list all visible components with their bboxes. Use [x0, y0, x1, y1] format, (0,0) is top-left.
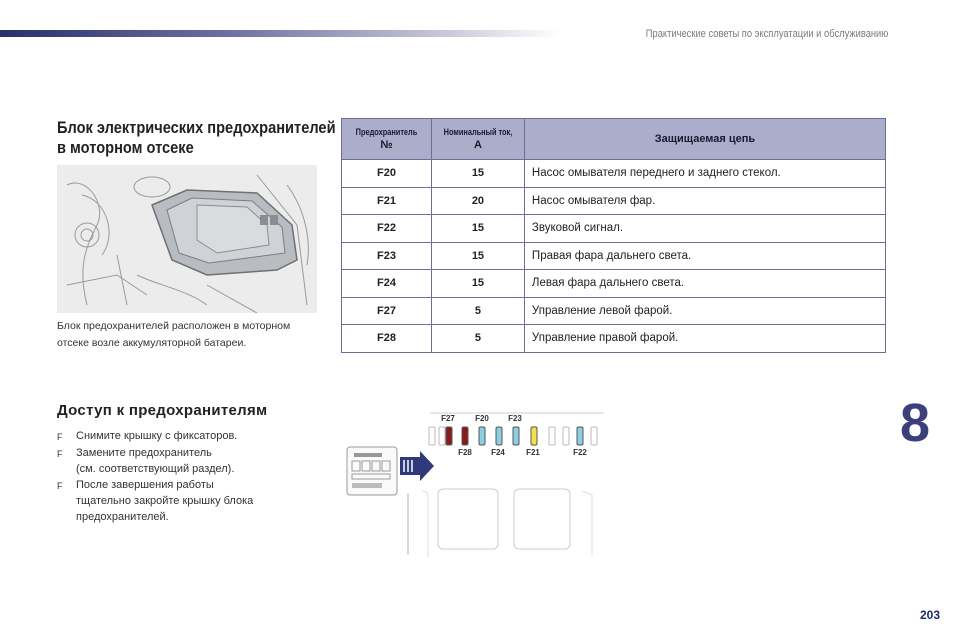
caption-line1: Блок предохранителей расположен в моторном: [57, 320, 291, 332]
fuse-amperage: 5: [431, 325, 524, 353]
chapter-number: 8: [900, 393, 931, 453]
fuse-number: F27: [342, 297, 432, 325]
caption-line2: отсеке возле аккумуляторной батареи.: [57, 337, 247, 349]
header-gradient-bar: [0, 30, 560, 37]
fuse-amperage: 5: [431, 297, 524, 325]
fuse-circuit: Правая фара дальнего света.: [524, 242, 885, 270]
fuse-circuit: Насос омывателя переднего и заднего стекол.: [524, 160, 885, 188]
table-row: [342, 215, 886, 243]
column-header-current: [431, 119, 524, 160]
label-f22: F22: [573, 448, 587, 457]
table-row: [342, 160, 886, 188]
column-header-current-label: Номинальный ток,: [443, 127, 513, 137]
table-row: [342, 242, 886, 270]
fuse-number: F24: [342, 270, 432, 298]
fuse-amperage: 15: [431, 160, 524, 188]
step-text-line: (см. соответствующий раздел).: [76, 463, 235, 475]
breadcrumb: Практические советы по эксплуатации и обслуживанию: [645, 28, 888, 40]
fuse-number: F28: [342, 325, 432, 353]
bullet-icon: F: [57, 449, 63, 459]
fuse-circuit: Управление левой фарой.: [524, 297, 885, 325]
table-row: [342, 187, 886, 215]
engine-fuse-box-illustration: [57, 165, 317, 313]
fuse-amperage: 15: [431, 215, 524, 243]
fuse-circuit: Управление правой фарой.: [524, 325, 885, 353]
fuse-circuit: Насос омывателя фар.: [524, 187, 885, 215]
table-row: [342, 297, 886, 325]
label-f20: F20: [475, 414, 489, 423]
fuse-box-diagram: [342, 405, 612, 565]
fuse-circuit: Звуковой сигнал.: [524, 215, 885, 243]
fuse-strip: [429, 427, 597, 445]
arrow-right-icon: [400, 451, 434, 481]
engine-compartment-photo: [57, 165, 317, 313]
label-f21: F21: [526, 448, 540, 457]
step-text-line: После завершения работы: [76, 479, 214, 491]
step-text-line: Снимите крышку с фиксаторов.: [76, 430, 238, 442]
list-item: [57, 477, 317, 525]
label-f27: F27: [441, 414, 455, 423]
fuse-f28: [462, 427, 468, 445]
fuse-table-header: [342, 119, 886, 160]
fuse-box-overview: [347, 447, 397, 495]
access-heading: Доступ к предохранителям: [57, 402, 268, 419]
label-f28: F28: [458, 448, 472, 457]
column-header-current-unit: А: [473, 139, 482, 151]
fuse-f24: [496, 427, 502, 445]
section-title-line1: Блок электрических предохранителей: [57, 118, 336, 137]
column-header-fuse: [342, 119, 432, 160]
fuse-amperage: 15: [431, 242, 524, 270]
fuse-table: [341, 118, 886, 353]
fuse-f20: [479, 427, 485, 445]
bullet-icon: F: [57, 432, 63, 442]
column-header-circuit: Защищаемая цепь: [524, 119, 885, 160]
fuse-layout-svg: [342, 405, 612, 565]
fuse-amperage: 20: [431, 187, 524, 215]
list-item: [57, 445, 317, 477]
fuse-circuit: Левая фара дальнего света.: [524, 270, 885, 298]
fuse-number: F21: [342, 187, 432, 215]
table-row: [342, 270, 886, 298]
step-text-line: Замените предохранитель: [76, 447, 212, 459]
step-text-line: предохранителей.: [76, 511, 169, 523]
fuse-f21: [531, 427, 537, 445]
fuse-amperage: 15: [431, 270, 524, 298]
label-f24: F24: [491, 448, 505, 457]
fuse-number: F23: [342, 242, 432, 270]
bullet-icon: F: [57, 481, 63, 491]
fuse-f27: [446, 427, 452, 445]
access-steps: [57, 428, 317, 525]
table-row: [342, 325, 886, 353]
column-header-fuse-label: Предохранитель: [355, 127, 418, 137]
fuse-number: F22: [342, 215, 432, 243]
photo-caption: [57, 318, 327, 352]
fuse-number: F20: [342, 160, 432, 188]
list-item: [57, 428, 317, 445]
fuse-f23: [513, 427, 519, 445]
step-text-line: тщательно закройте крышку блока: [76, 495, 254, 507]
column-header-fuse-symbol: №: [380, 139, 393, 151]
fuse-f22: [577, 427, 583, 445]
label-f23: F23: [508, 414, 522, 423]
section-title-line2: в моторном отсеке: [57, 138, 194, 157]
page-number: 203: [919, 608, 940, 622]
section-title: [57, 118, 336, 158]
relay-sockets: [408, 489, 592, 557]
